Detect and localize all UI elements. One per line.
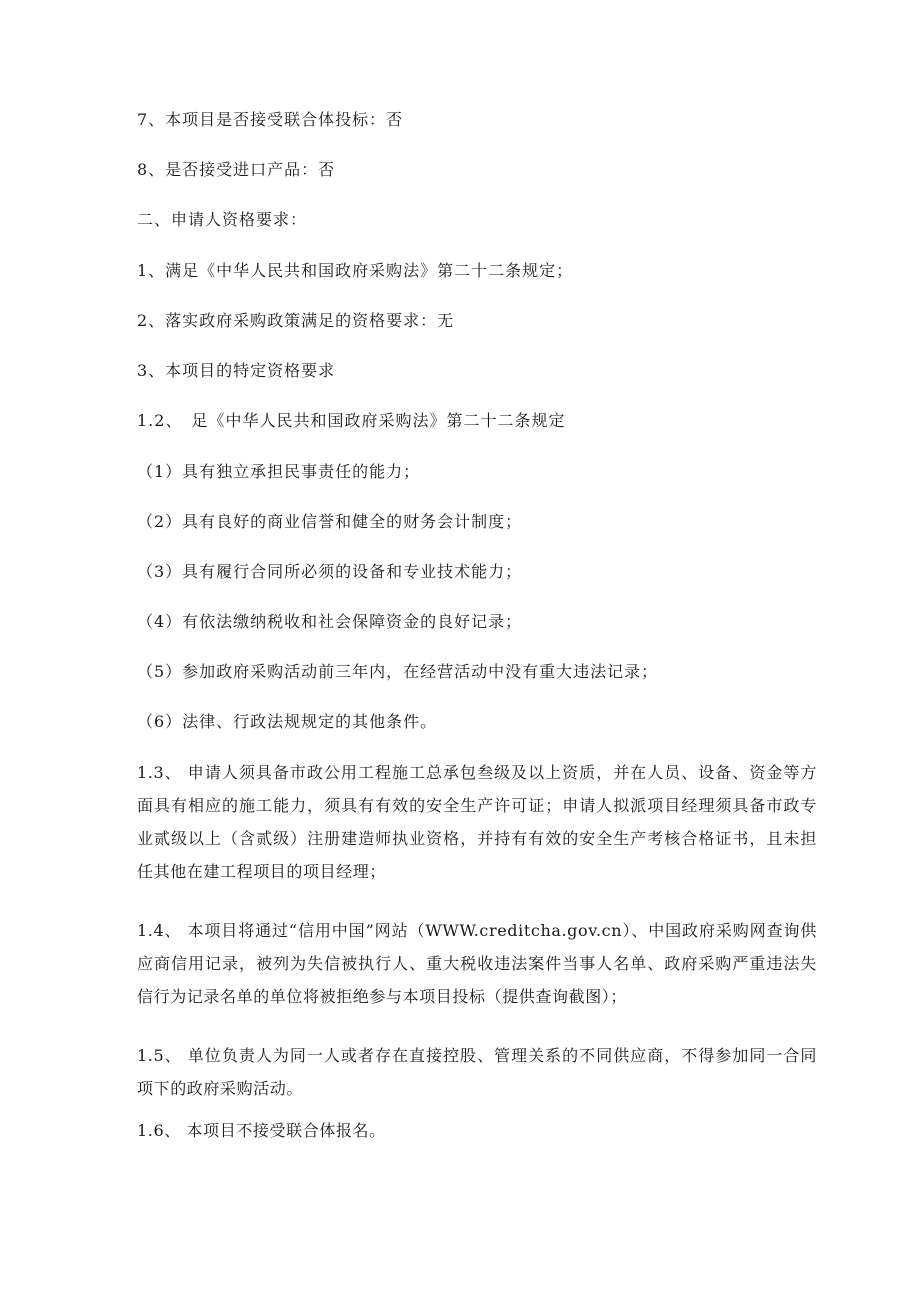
item-policy-requirements: 2、落实政府采购政策满足的资格要求：无 [137, 311, 455, 330]
item-specific-requirements: 3、本项目的特定资格要求 [137, 361, 336, 380]
item-law-article-22: 1、满足《中华人民共和国政府采购法》第二十二条规定； [137, 261, 574, 280]
section-heading-qualifications: 二、申请人资格要求： [137, 210, 308, 229]
clause-1-5: 1.5、 单位负责人为同一人或者存在直接控股、管理关系的不同供应商，不得参加同一合同项下的政府采购活动。 [137, 1046, 817, 1098]
condition-2: （2）具有良好的商业信誉和健全的财务会计制度； [137, 512, 523, 531]
clause-1-4: 1.4、 本项目将通过“信用中国”网站（WWW.creditcha.gov.cn）、中国政府采购网查询供应商信用记录，被列为失信被执行人、重大税收违法案件当事人名单、政府采购严重违法失信行为记录名单的单位将被拒绝参与本项目投标（提供查询截图）； [137, 921, 817, 1006]
condition-4: （4）有依法缴纳税收和社会保障资金的良好记录； [137, 612, 523, 631]
clause-1-3: 1.3、 申请人须具备市政公用工程施工总承包叁级及以上资质，并在人员、设备、资金等方面具有相应的施工能力，须具有有效的安全生产许可证；申请人拟派项目经理须具备市政专业贰级以上（含贰级）注册建造师执业资格，并持有有效的安全生产考核合格证书，且未担任其他在建工程项目的项目经理； [137, 763, 817, 881]
condition-6: （6）法律、行政法规规定的其他条件。 [137, 712, 438, 731]
clause-1-2: 1.2、 足《中华人民共和国政府采购法》第二十二条规定 [137, 411, 566, 430]
condition-3: （3）具有履行合同所必须的设备和专业技术能力； [137, 562, 523, 581]
condition-1: （1）具有独立承担民事责任的能力； [137, 462, 421, 481]
clause-1-6: 1.6、 本项目不接受联合体报名。 [137, 1121, 386, 1140]
item-joint-bidding: 7、本项目是否接受联合体投标：否 [137, 110, 404, 129]
condition-5: （5）参加政府采购活动前三年内，在经营活动中没有重大违法记录； [137, 662, 659, 681]
item-imported-products: 8、是否接受进口产品：否 [137, 160, 336, 179]
